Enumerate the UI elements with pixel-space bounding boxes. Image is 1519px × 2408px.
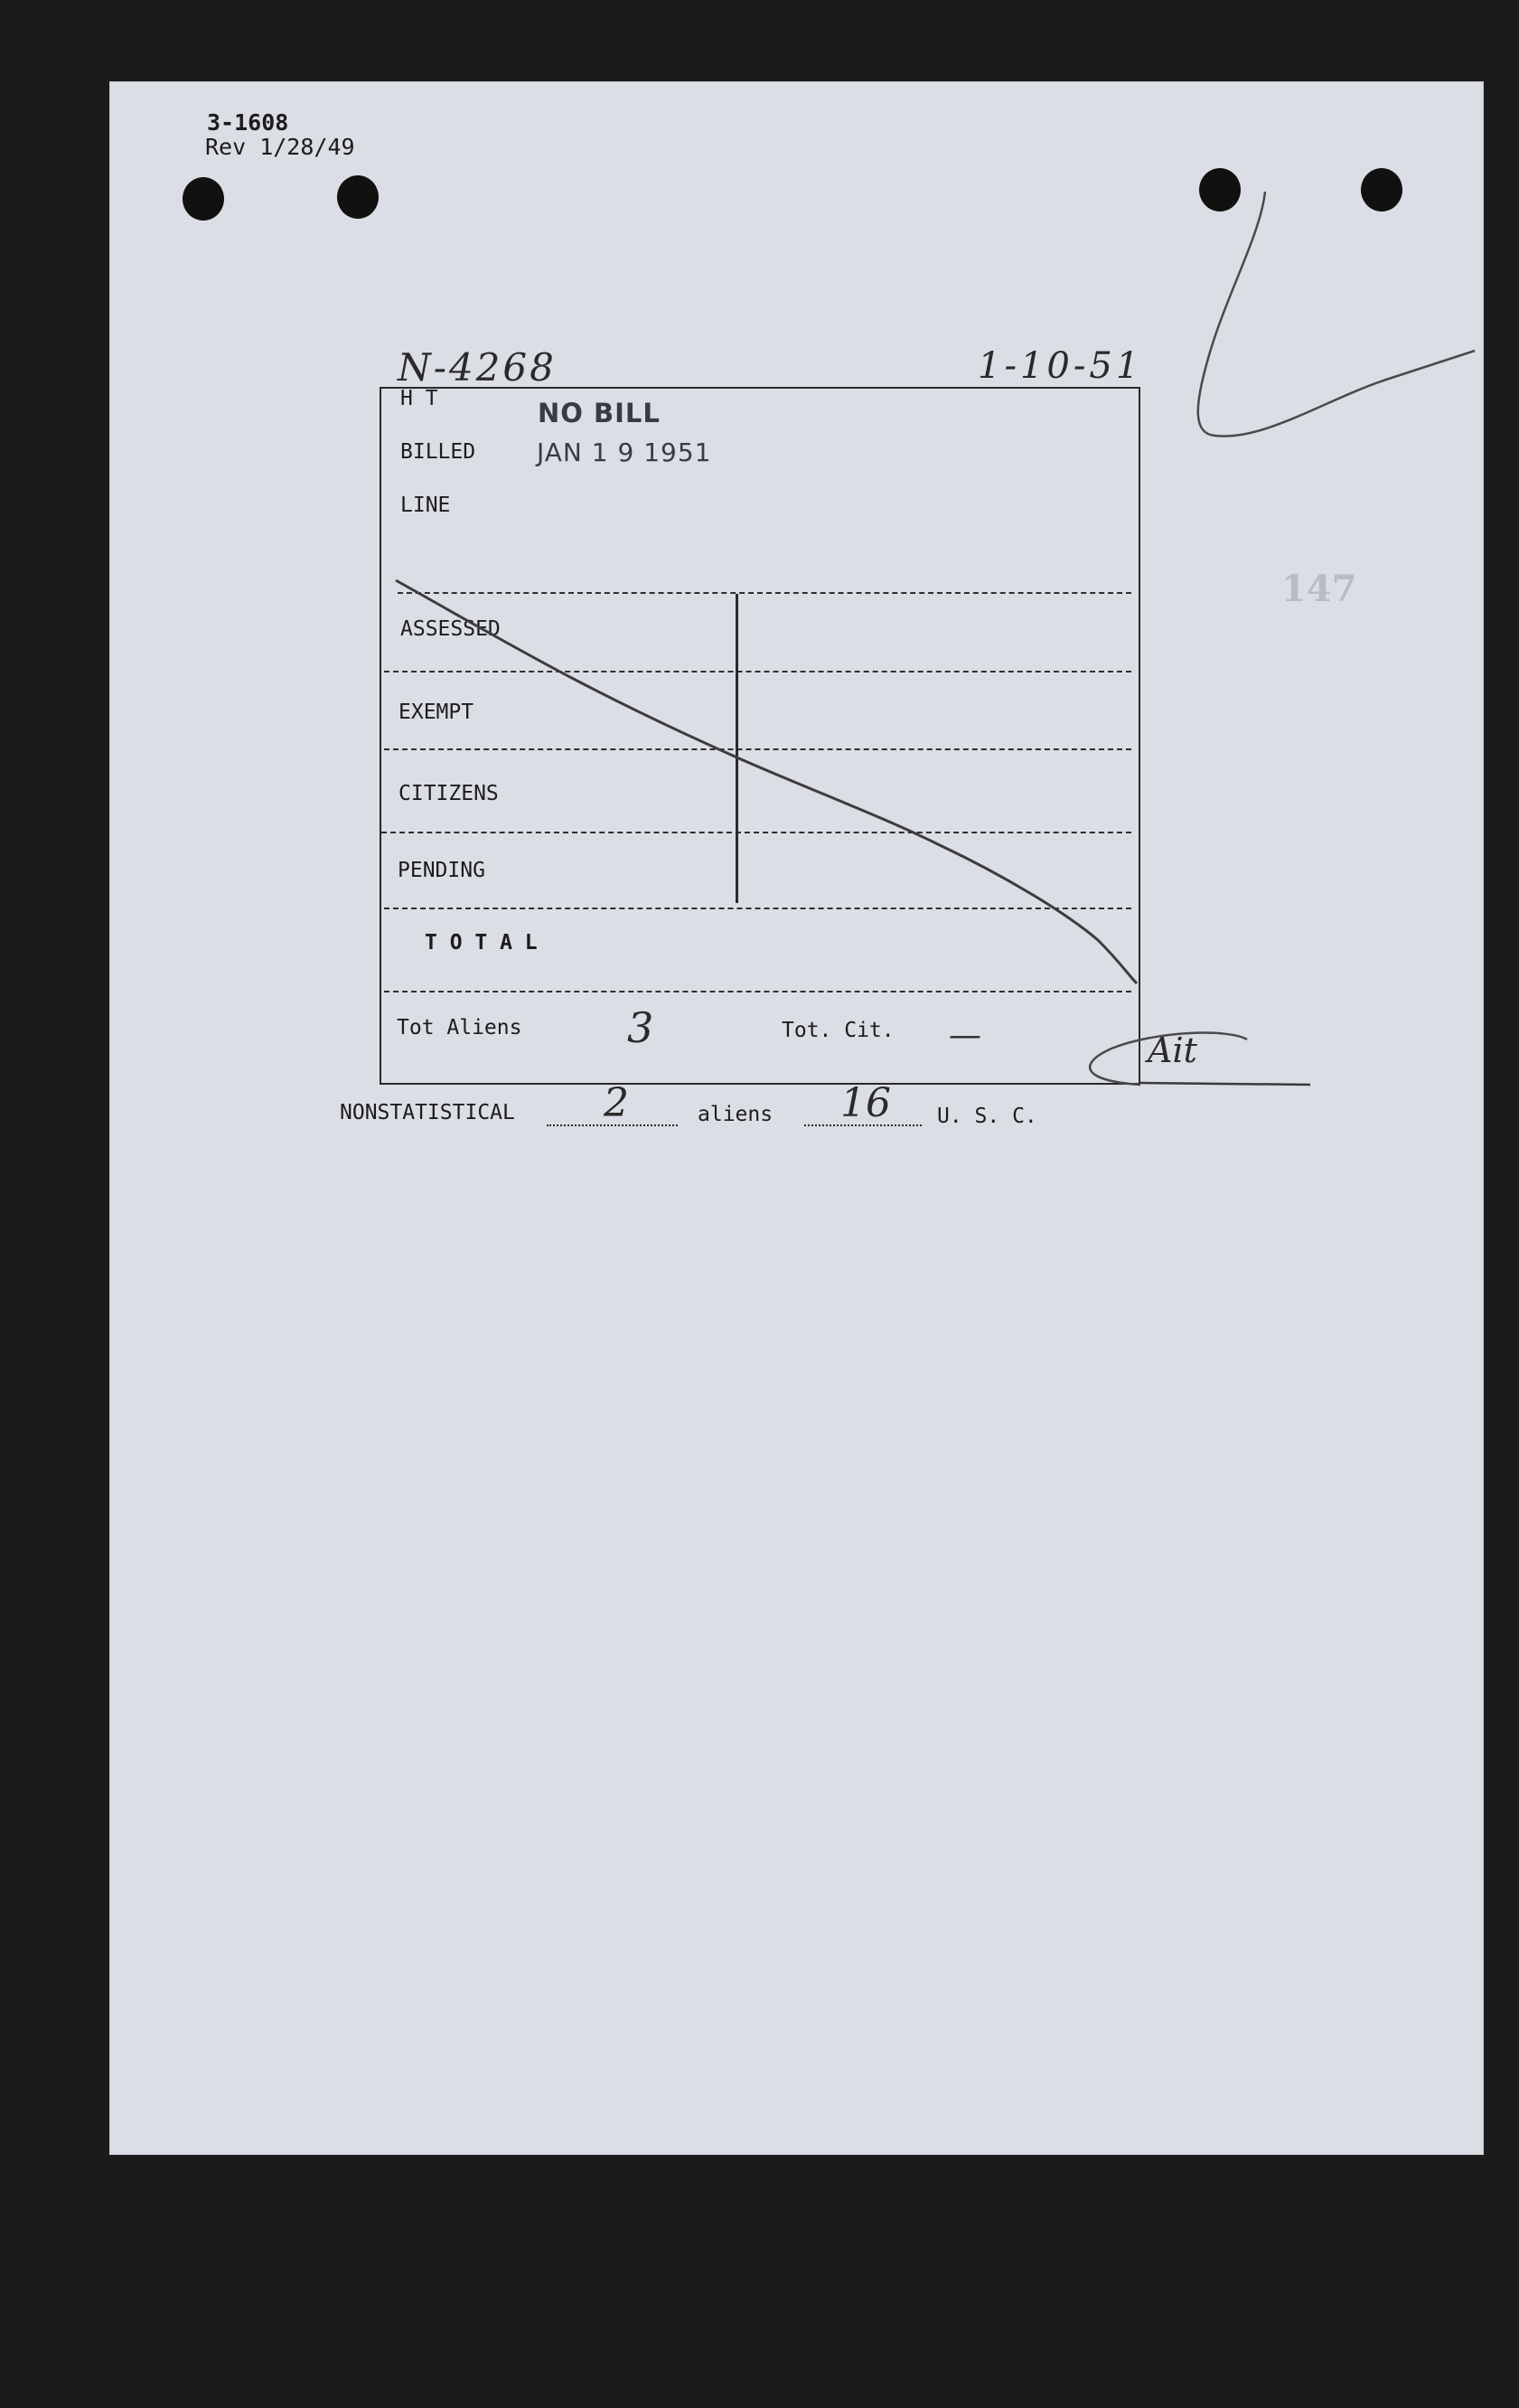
assessed-label: ASSESSED <box>400 617 501 641</box>
billed-label: BILLED <box>400 440 476 464</box>
tot-cit-label: Tot. Cit. <box>782 1019 895 1042</box>
nonstatistical-label: NONSTATISTICAL <box>340 1101 515 1124</box>
usc-label: U. S. C. <box>937 1105 1037 1128</box>
pending-label: PENDING <box>398 859 485 882</box>
initials: Ait <box>1148 1030 1197 1070</box>
no-bill-stamp: NO BILL <box>538 398 661 428</box>
ht-label: H T <box>400 387 438 410</box>
cross-out-line <box>396 580 1137 983</box>
initials-underline <box>1140 1083 1310 1085</box>
form-number: 3-1608 <box>207 109 289 136</box>
side-number: 147 <box>1281 568 1357 610</box>
citizens-label: CITIZENS <box>399 782 499 805</box>
tot-aliens-value: 3 <box>627 1003 654 1052</box>
aliens-label: aliens <box>698 1103 774 1126</box>
usc-value: 16 <box>840 1080 891 1126</box>
margin-squiggle <box>1198 192 1475 437</box>
line-label: LINE <box>400 494 451 517</box>
tot-cit-value: — <box>949 1017 981 1054</box>
document-date: 1-10-51 <box>978 345 1143 387</box>
exempt-label: EXEMPT <box>399 701 474 724</box>
stamp-date: JAN 1 9 1951 <box>537 437 712 467</box>
total-label: T O T A L <box>425 931 538 955</box>
nonstatistical-value: 2 <box>604 1080 629 1126</box>
file-number: N-4268 <box>398 345 557 390</box>
tot-aliens-label: Tot Aliens <box>397 1016 522 1039</box>
revision-date: Rev 1/28/49 <box>205 134 355 160</box>
pen-strokes <box>0 0 1519 1175</box>
